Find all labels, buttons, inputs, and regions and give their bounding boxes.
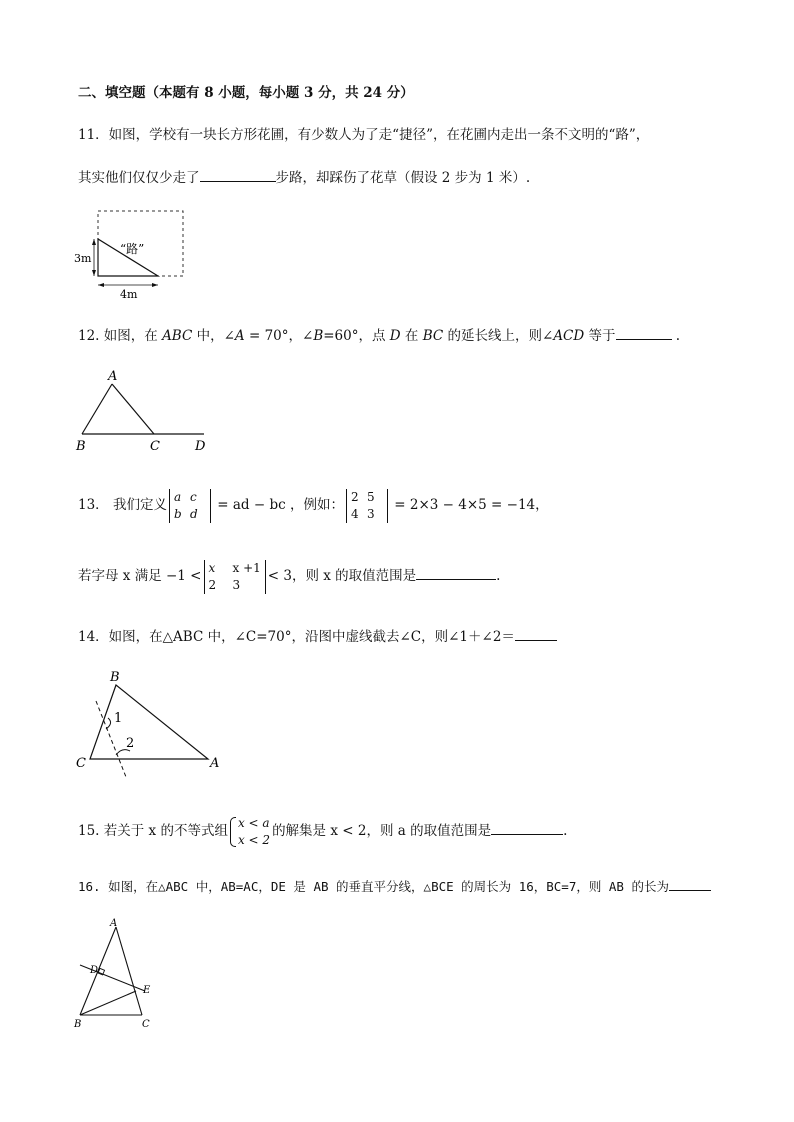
q13-cond-3: 3 [232,577,241,592]
q14-answer-blank[interactable] [515,626,557,641]
q15-lead: 15. 若关于 x 的不等式组 [78,823,228,839]
q13-def-a: a [173,489,182,504]
q13-line2-start: 若字母 x 满足 −1 < [78,568,202,584]
q14-question: 14．如图，在△ABC 中，∠C=70°，沿图中虚线截去∠C，则∠1＋∠2＝ [78,629,515,645]
q11-line1: 11．如图，学校有一块长方形花圃，有少数人为了走“捷径”，在花圃内走出一条不文明的“路”， [78,127,650,143]
q14-angle-2: 2 [126,736,135,751]
q14-label-c: C [76,756,86,771]
q15-inequality-system [230,815,270,849]
q12-part: 等于 [584,328,616,344]
q16-answer-blank[interactable] [669,876,711,891]
q13-ex-cell: 3 [366,506,375,521]
q12-part: =60°，点 [323,328,390,344]
q12-figure [70,362,220,457]
q13-example-determinant [346,489,388,523]
q14-label-a: A [210,756,220,771]
q14-angle-1: 1 [114,711,123,726]
q12-end: . [671,328,681,344]
q12-text [78,325,680,345]
q11-figure [70,205,200,305]
q13-condition-determinant [204,560,266,594]
q16-label-d: D [90,965,99,976]
q16-label-b: B [74,1019,82,1030]
q13-ex-cell: 2 [350,489,359,504]
section-title: 二、填空题（本题有 8 小题，每小题 3 分，共 24 分） [78,85,414,101]
q12-bc: BC [422,328,444,344]
q15-end: . [563,823,568,839]
q16-figure [70,915,170,1035]
q13-def-d: d [189,506,198,521]
q13-end: . [496,568,501,584]
q12-part: 中，∠ [192,328,235,344]
q12-angle-b: B [313,328,324,344]
q13-cond-x-plus-1: x +1 [232,560,261,575]
q13-ex-cell: 5 [366,489,375,504]
q13-def-b: b [173,506,182,521]
q13-def-rhs: = ad − bc ，例如： [212,497,344,513]
q11-road-label: “路” [120,242,145,256]
q12-label-c: C [150,439,160,454]
q13-answer-blank[interactable] [416,565,496,580]
q16-label-e: E [143,985,151,996]
q13-line2 [78,557,500,595]
q13-definition-determinant [169,489,211,523]
q13-ex-rhs: = 2×3 − 4×5 = −14， [389,497,549,513]
q15-answer-blank[interactable] [491,820,563,835]
q15-mid: 的解集是 x < 2，则 a 的取值范围是 [272,823,492,839]
q11-line2-start: 其实他们仅仅少走了 [78,170,200,186]
q13-cond-2: 2 [208,577,217,592]
q12-label-a: A [108,369,118,384]
q11-answer-blank[interactable] [200,167,276,182]
q13-line2-mid: < 3，则 x 的取值范围是 [267,568,417,584]
q12-angle-acd: ACD [553,328,585,344]
q16-label-c: C [142,1019,150,1030]
q12-part: = 70°，∠ [244,328,314,344]
q15-inequality-2: x < 2 [237,832,271,847]
q11-line2-end: 步路，却踩伤了花草（假设 2 步为 1 米）. [275,170,531,186]
q16-label-a: A [110,918,118,929]
q13-line1 [78,486,549,524]
q11-line2 [78,167,530,187]
q13-def-c: c [189,489,197,504]
q15-inequality-1: x < a [237,815,270,830]
q12-abc: ABC [162,328,193,344]
q13-lead: 13． 我们定义 [78,497,167,513]
q12-point-d: D [389,328,401,344]
q12-answer-blank[interactable] [616,325,672,340]
q12-part: 12. 如图，在 [78,328,163,344]
q14-text [78,626,557,646]
q12-part: 的延长线上，则∠ [443,328,554,344]
q14-label-b: B [110,670,120,685]
q13-cond-x: x [208,560,216,575]
q16-text [78,876,711,896]
q11-height-label: 3m [74,252,92,265]
q14-figure [70,665,240,780]
q12-label-d: D [195,439,206,454]
q11-width-label: 4m [120,288,138,301]
q12-angle-a: A [234,328,245,344]
q12-part: 在 [400,328,423,344]
q16-question: 16. 如图，在△ABC 中，AB=AC，DE 是 AB 的垂直平分线，△BCE 的周长为 16，BC=7，则 AB 的长为 [78,879,669,894]
q13-ex-cell: 4 [350,506,359,521]
q12-label-b: B [76,439,86,454]
q15-text [78,812,567,850]
